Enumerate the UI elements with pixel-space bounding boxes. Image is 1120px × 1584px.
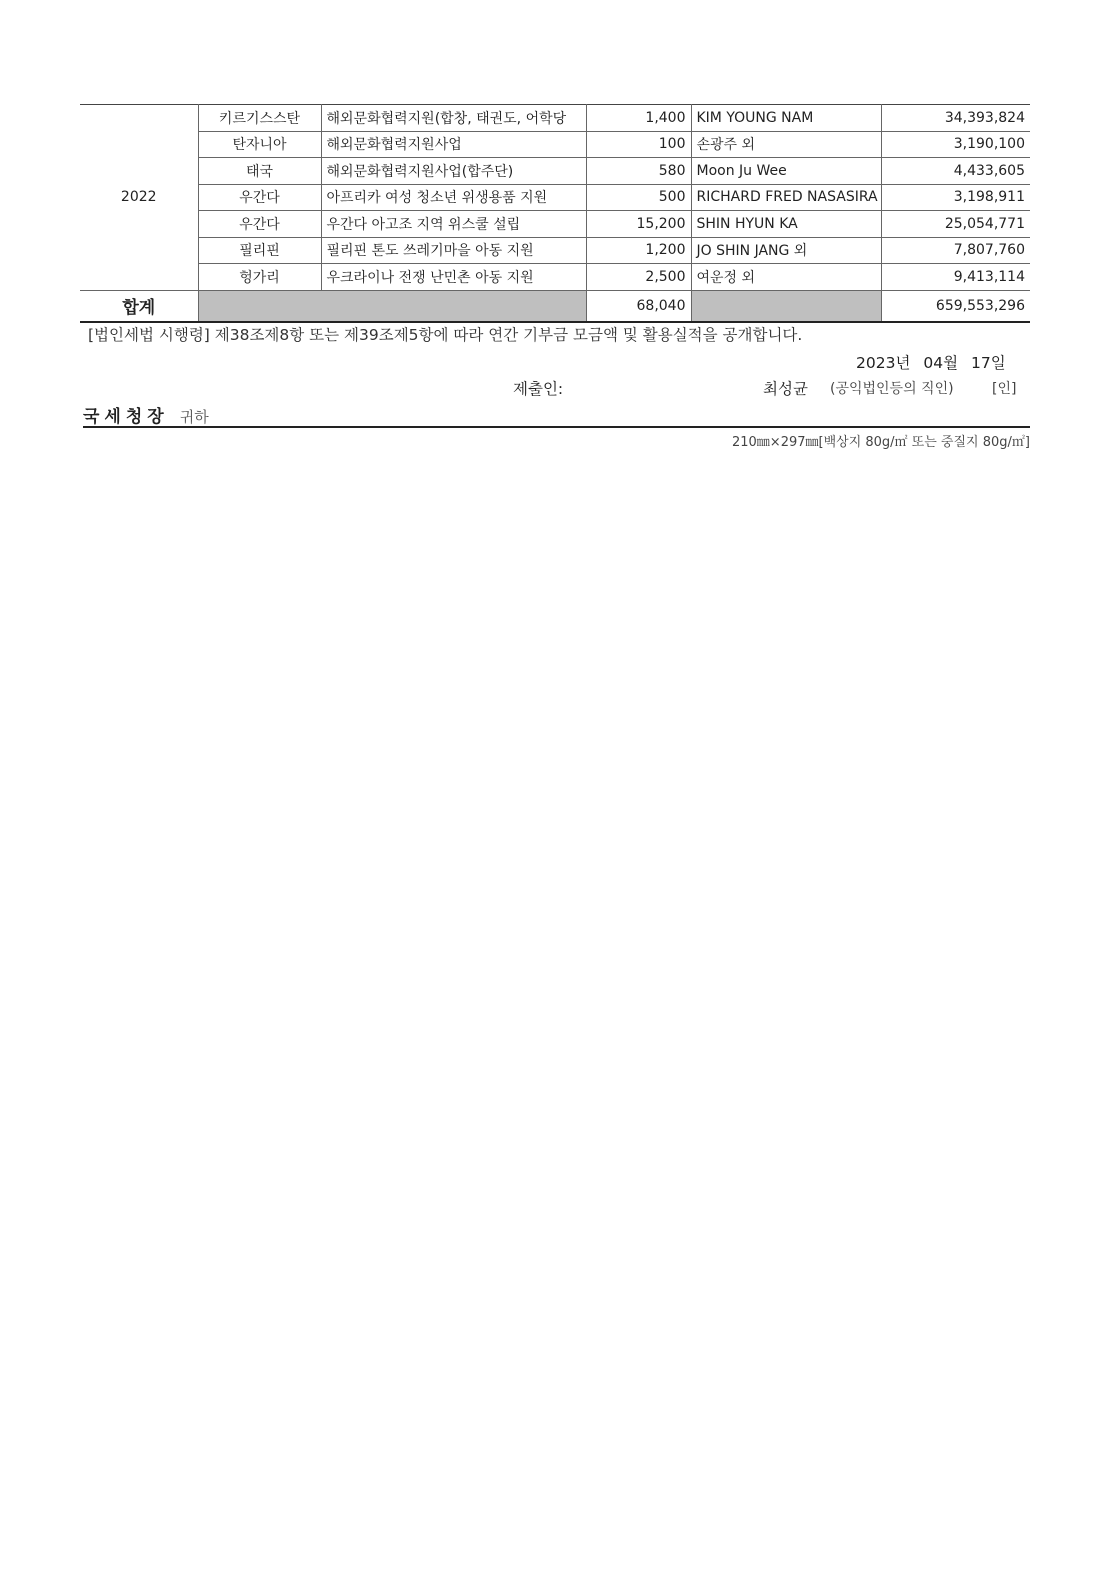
amount-cell: 7,807,760 xyxy=(881,237,1030,264)
year-cell: 2022 xyxy=(80,105,198,291)
donation-usage-table xyxy=(80,104,1030,323)
project-cell: 해외문화협력지원(합창, 태권도, 어학당 xyxy=(321,105,586,132)
project-cell: 우간다 아고조 지역 위스쿨 설립 xyxy=(321,211,586,238)
country-cell: 탄자니아 xyxy=(198,131,321,158)
shaded-cell xyxy=(198,290,586,322)
seal-mark: [인] xyxy=(992,381,1017,397)
country-cell: 헝가리 xyxy=(198,264,321,291)
representative-cell: 여운정 외 xyxy=(691,264,881,291)
amount-cell: 9,413,114 xyxy=(881,264,1030,291)
table-row xyxy=(80,105,1030,132)
representative-cell: SHIN HYUN KA xyxy=(691,211,881,238)
representative-cell: Moon Ju Wee xyxy=(691,158,881,185)
project-cell: 우크라이나 전쟁 난민촌 아동 지원 xyxy=(321,264,586,291)
recipient-org: 국세청장 xyxy=(83,407,169,427)
total-label: 합계 xyxy=(80,290,198,322)
table-row xyxy=(80,158,1030,185)
country-cell: 태국 xyxy=(198,158,321,185)
total-amount: 659,553,296 xyxy=(881,290,1030,322)
total-count: 68,040 xyxy=(586,290,691,322)
count-cell: 1,200 xyxy=(586,237,691,264)
representative-cell: KIM YOUNG NAM xyxy=(691,105,881,132)
paper-spec: 210㎜×297㎜[백상지 80g/㎡ 또는 중질지 80g/㎡] xyxy=(731,435,1030,450)
date-year: 2023년 xyxy=(856,354,911,372)
representative-cell: JO SHIN JANG 외 xyxy=(691,237,881,264)
table-row xyxy=(80,211,1030,238)
project-cell: 해외문화협력지원사업 xyxy=(321,131,586,158)
project-cell: 필리핀 톤도 쓰레기마을 아동 지원 xyxy=(321,237,586,264)
amount-cell: 3,198,911 xyxy=(881,184,1030,211)
table-row xyxy=(80,131,1030,158)
submitter-name: 최성균 xyxy=(763,380,808,398)
amount-cell: 25,054,771 xyxy=(881,211,1030,238)
count-cell: 100 xyxy=(586,131,691,158)
amount-cell: 34,393,824 xyxy=(881,105,1030,132)
country-cell: 필리핀 xyxy=(198,237,321,264)
table-row xyxy=(80,264,1030,291)
country-cell: 키르기스스탄 xyxy=(198,105,321,132)
project-cell: 해외문화협력지원사업(합주단) xyxy=(321,158,586,185)
table-row xyxy=(80,184,1030,211)
submitter-label: 제출인: xyxy=(513,380,564,398)
shaded-cell xyxy=(691,290,881,322)
date-month: 04월 xyxy=(923,354,959,372)
country-cell: 우간다 xyxy=(198,211,321,238)
count-cell: 1,400 xyxy=(586,105,691,132)
count-cell: 500 xyxy=(586,184,691,211)
amount-cell: 4,433,605 xyxy=(881,158,1030,185)
submitter-role: (공익법인등의 직인) xyxy=(830,381,954,397)
count-cell: 580 xyxy=(586,158,691,185)
table-row xyxy=(80,237,1030,264)
recipient-line xyxy=(83,402,1030,428)
representative-cell: RICHARD FRED NASASIRA xyxy=(691,184,881,211)
recipient-honorific: 귀하 xyxy=(179,408,209,426)
submission-date xyxy=(856,351,1006,373)
count-cell: 15,200 xyxy=(586,211,691,238)
project-cell: 아프리카 여성 청소년 위생용품 지원 xyxy=(321,184,586,211)
country-cell: 우간다 xyxy=(198,184,321,211)
legal-notice: [법인세법 시행령] 제38조제8항 또는 제39조제5항에 따라 연간 기부금 모금액 및 활용실적을 공개합니다. xyxy=(88,326,803,344)
amount-cell: 3,190,100 xyxy=(881,131,1030,158)
date-day: 17일 xyxy=(971,354,1006,372)
total-row xyxy=(80,290,1030,322)
submitter-line xyxy=(0,377,1120,401)
representative-cell: 손광주 외 xyxy=(691,131,881,158)
count-cell: 2,500 xyxy=(586,264,691,291)
